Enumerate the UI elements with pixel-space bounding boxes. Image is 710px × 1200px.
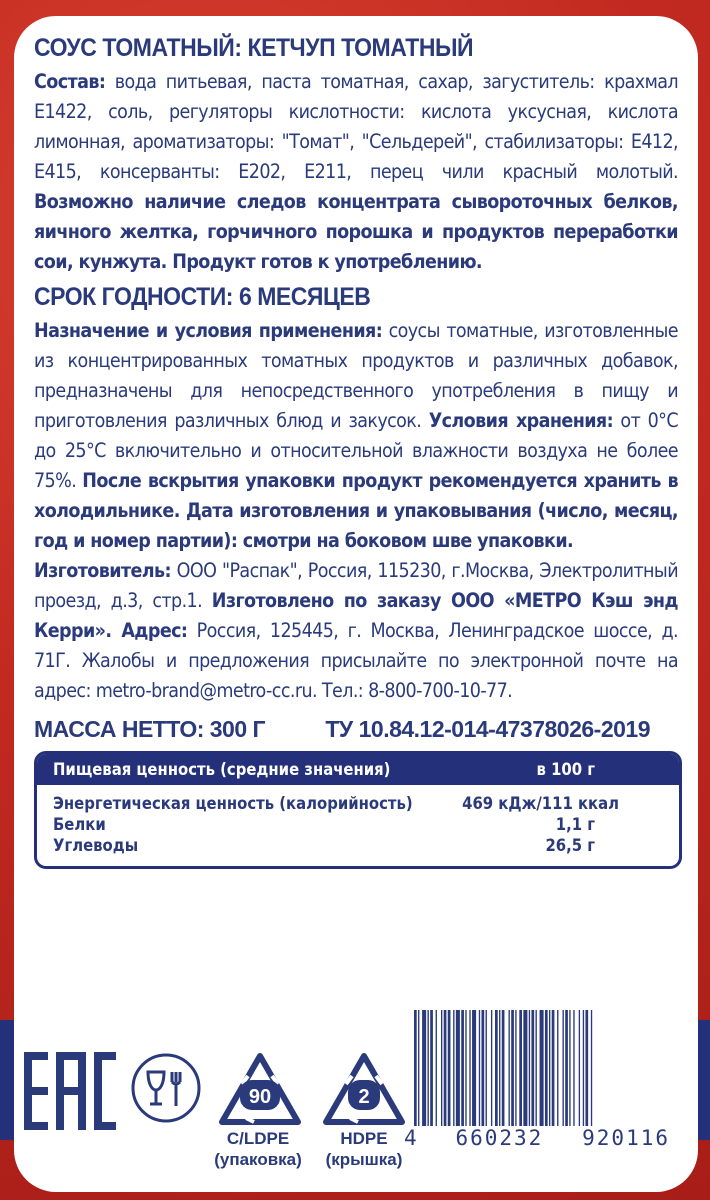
nutrition-body [37, 785, 679, 866]
mass-row [34, 716, 678, 743]
barcode-bar [422, 1010, 426, 1126]
recycle1-number: 90 [248, 1086, 272, 1108]
barcode-bar [453, 1010, 454, 1126]
barcode-bar [557, 1010, 558, 1126]
barcode-bar [579, 1010, 580, 1126]
barcode-first-digit: 4 [404, 1126, 417, 1150]
barcode-bar [519, 1010, 522, 1126]
barcode-bar [591, 1010, 592, 1126]
recycle2-label: HDPE [340, 1129, 388, 1148]
nutrition-row [53, 793, 619, 814]
nutrition-row-name: Углеводы [53, 836, 139, 855]
composition-text: вода питьевая, паста томатная, сахар, загуститель: крахмал Е1422, соль, регуляторы кислотности: кислота уксусная, кислота лимонная, ароматизаторы: "Томат", "Сельдерей", стабилизаторы: Е412, Е415, консерванты: Е202, Е211, перец чили красный молотый. [34, 70, 678, 183]
barcode-bar [499, 1010, 500, 1126]
barcode-bar [523, 1010, 527, 1126]
barcode-bar [549, 1010, 550, 1126]
allergens-text: Возможно наличие следов концентрата сывороточных белков, яичного желтка, горчичного порошка и продуктов переработки сои, кунжута. Продукт готов к употреблению. [34, 190, 678, 273]
barcode-bar [509, 1010, 510, 1126]
barcode-bar [565, 1010, 568, 1126]
barcode-bar [583, 1010, 584, 1126]
barcode-bar [414, 1010, 417, 1126]
nutrition-row-value: 1,1 г [555, 815, 595, 834]
net-mass: МАССА НЕТТО: 300 Г [34, 716, 266, 742]
usage-paragraph [34, 316, 678, 556]
barcode-bar [472, 1010, 476, 1126]
composition-paragraph [34, 67, 678, 277]
nutrition-per: в 100 г [536, 760, 595, 779]
nutrition-header [37, 754, 679, 785]
recycle1-label-block [198, 1128, 318, 1170]
barcode-bar [456, 1010, 460, 1126]
barcode-bar [430, 1010, 433, 1126]
barcode-bar [495, 1010, 498, 1126]
barcode-bar [461, 1010, 464, 1126]
barcode-bar [444, 1010, 447, 1126]
tu-code: ТУ 10.84.12-014-47378026-2019 [325, 716, 650, 742]
barcode-bar [511, 1010, 514, 1126]
barcode-bar [469, 1010, 470, 1126]
manufacturer-label: Изготовитель: [34, 559, 171, 582]
barcode-bar [441, 1010, 442, 1126]
nutrition-row-name: Белки [53, 815, 106, 834]
nutrition-row-value: 469 кДж/111 ккал [462, 794, 619, 813]
nutrition-row-name: Энергетическая ценность (калорийность) [53, 794, 413, 813]
manufacturer-text: ООО "Распак", Россия, 115230, г.Москва, Электролитный проезд, д.3, стр.1. [34, 559, 678, 612]
barcode-bar [545, 1010, 548, 1126]
barcode-bar [585, 1010, 588, 1126]
storage-text: от 0°С до 25°С включительно и относительной влажности воздуха не более 75%. [34, 409, 678, 492]
nutrition-table [34, 751, 682, 869]
barcode [410, 1010, 676, 1126]
recycle1-label: C/LDPE [226, 1129, 290, 1148]
recycle-ldpe-icon [218, 1052, 302, 1128]
usage-label: Назначение и условия применения: [34, 319, 383, 342]
barcode-bar [529, 1010, 530, 1126]
barcode-bar [436, 1010, 437, 1126]
barcode-bar [482, 1010, 485, 1126]
recycle1-sub: (упаковка) [214, 1150, 302, 1169]
barcode-left-group: 660232 [455, 1126, 544, 1150]
nutrition-header-label: Пищевая ценность (средние значения) [53, 760, 391, 779]
barcode-bar [573, 1010, 574, 1126]
shelf-life: СРОК ГОДНОСТИ: 6 МЕСЯЦЕВ [34, 283, 371, 311]
usage-text: соусы томатные, изготовленные из концентрированных томатных продуктов и различных добавок, предназначены для непосредственного употребления в пищу и приготовления различных блюд и закусок. [34, 319, 678, 432]
barcode-bar [479, 1010, 480, 1126]
barcode-bar [502, 1010, 505, 1126]
storage-label: Условия хранения: [428, 409, 613, 432]
barcode-bar [465, 1010, 466, 1126]
eac-mark-icon [22, 1050, 118, 1132]
barcode-bar [491, 1010, 492, 1126]
barcode-bar [486, 1010, 487, 1126]
food-safe-icon [130, 1052, 202, 1124]
nutrition-row [53, 814, 619, 835]
barcode-bar [448, 1010, 451, 1126]
barcode-bar [552, 1010, 555, 1126]
recycle-hdpe-icon [322, 1052, 406, 1128]
after-open-text: После вскрытия упаковки продукт рекомендуется хранить в холодильнике. Дата изготовления и упаковывания (число, месяц, год и номер партии): смотри на боковом шве упаковки. [34, 469, 678, 552]
manufacturer-paragraph [34, 556, 678, 706]
composition-label: Состав: [34, 70, 106, 93]
barcode-number [404, 1126, 684, 1150]
product-title: СОУС ТОМАТНЫЙ: КЕТЧУП ТОМАТНЫЙ [34, 34, 474, 62]
recycle2-sub: (крышка) [325, 1150, 403, 1169]
nutrition-row [53, 835, 619, 856]
barcode-bar [428, 1010, 429, 1126]
nutrition-row-value: 26,5 г [545, 836, 595, 855]
barcode-bar [536, 1010, 537, 1126]
ordered-by-text: Изготовлено по заказу ООО «МЕТРО Кэш энд Керри». Адрес: [34, 589, 678, 642]
barcode-bar [540, 1010, 544, 1126]
barcode-right-group: 920116 [582, 1126, 670, 1150]
barcode-bar [563, 1010, 564, 1126]
barcode-bar [515, 1010, 516, 1126]
barcode-bar [418, 1010, 419, 1126]
barcode-bar [569, 1010, 570, 1126]
barcode-bar [531, 1010, 534, 1126]
address-text: Россия, 125445, г. Москва, Ленинградское шоссе, д. 71Г. Жалобы и предложения присылайте по электронной почте на адрес: metro-brand@metro-cc.ru. Тел.: 8-800-700-10-77. [34, 619, 678, 702]
recycle2-number: 2 [358, 1086, 370, 1108]
